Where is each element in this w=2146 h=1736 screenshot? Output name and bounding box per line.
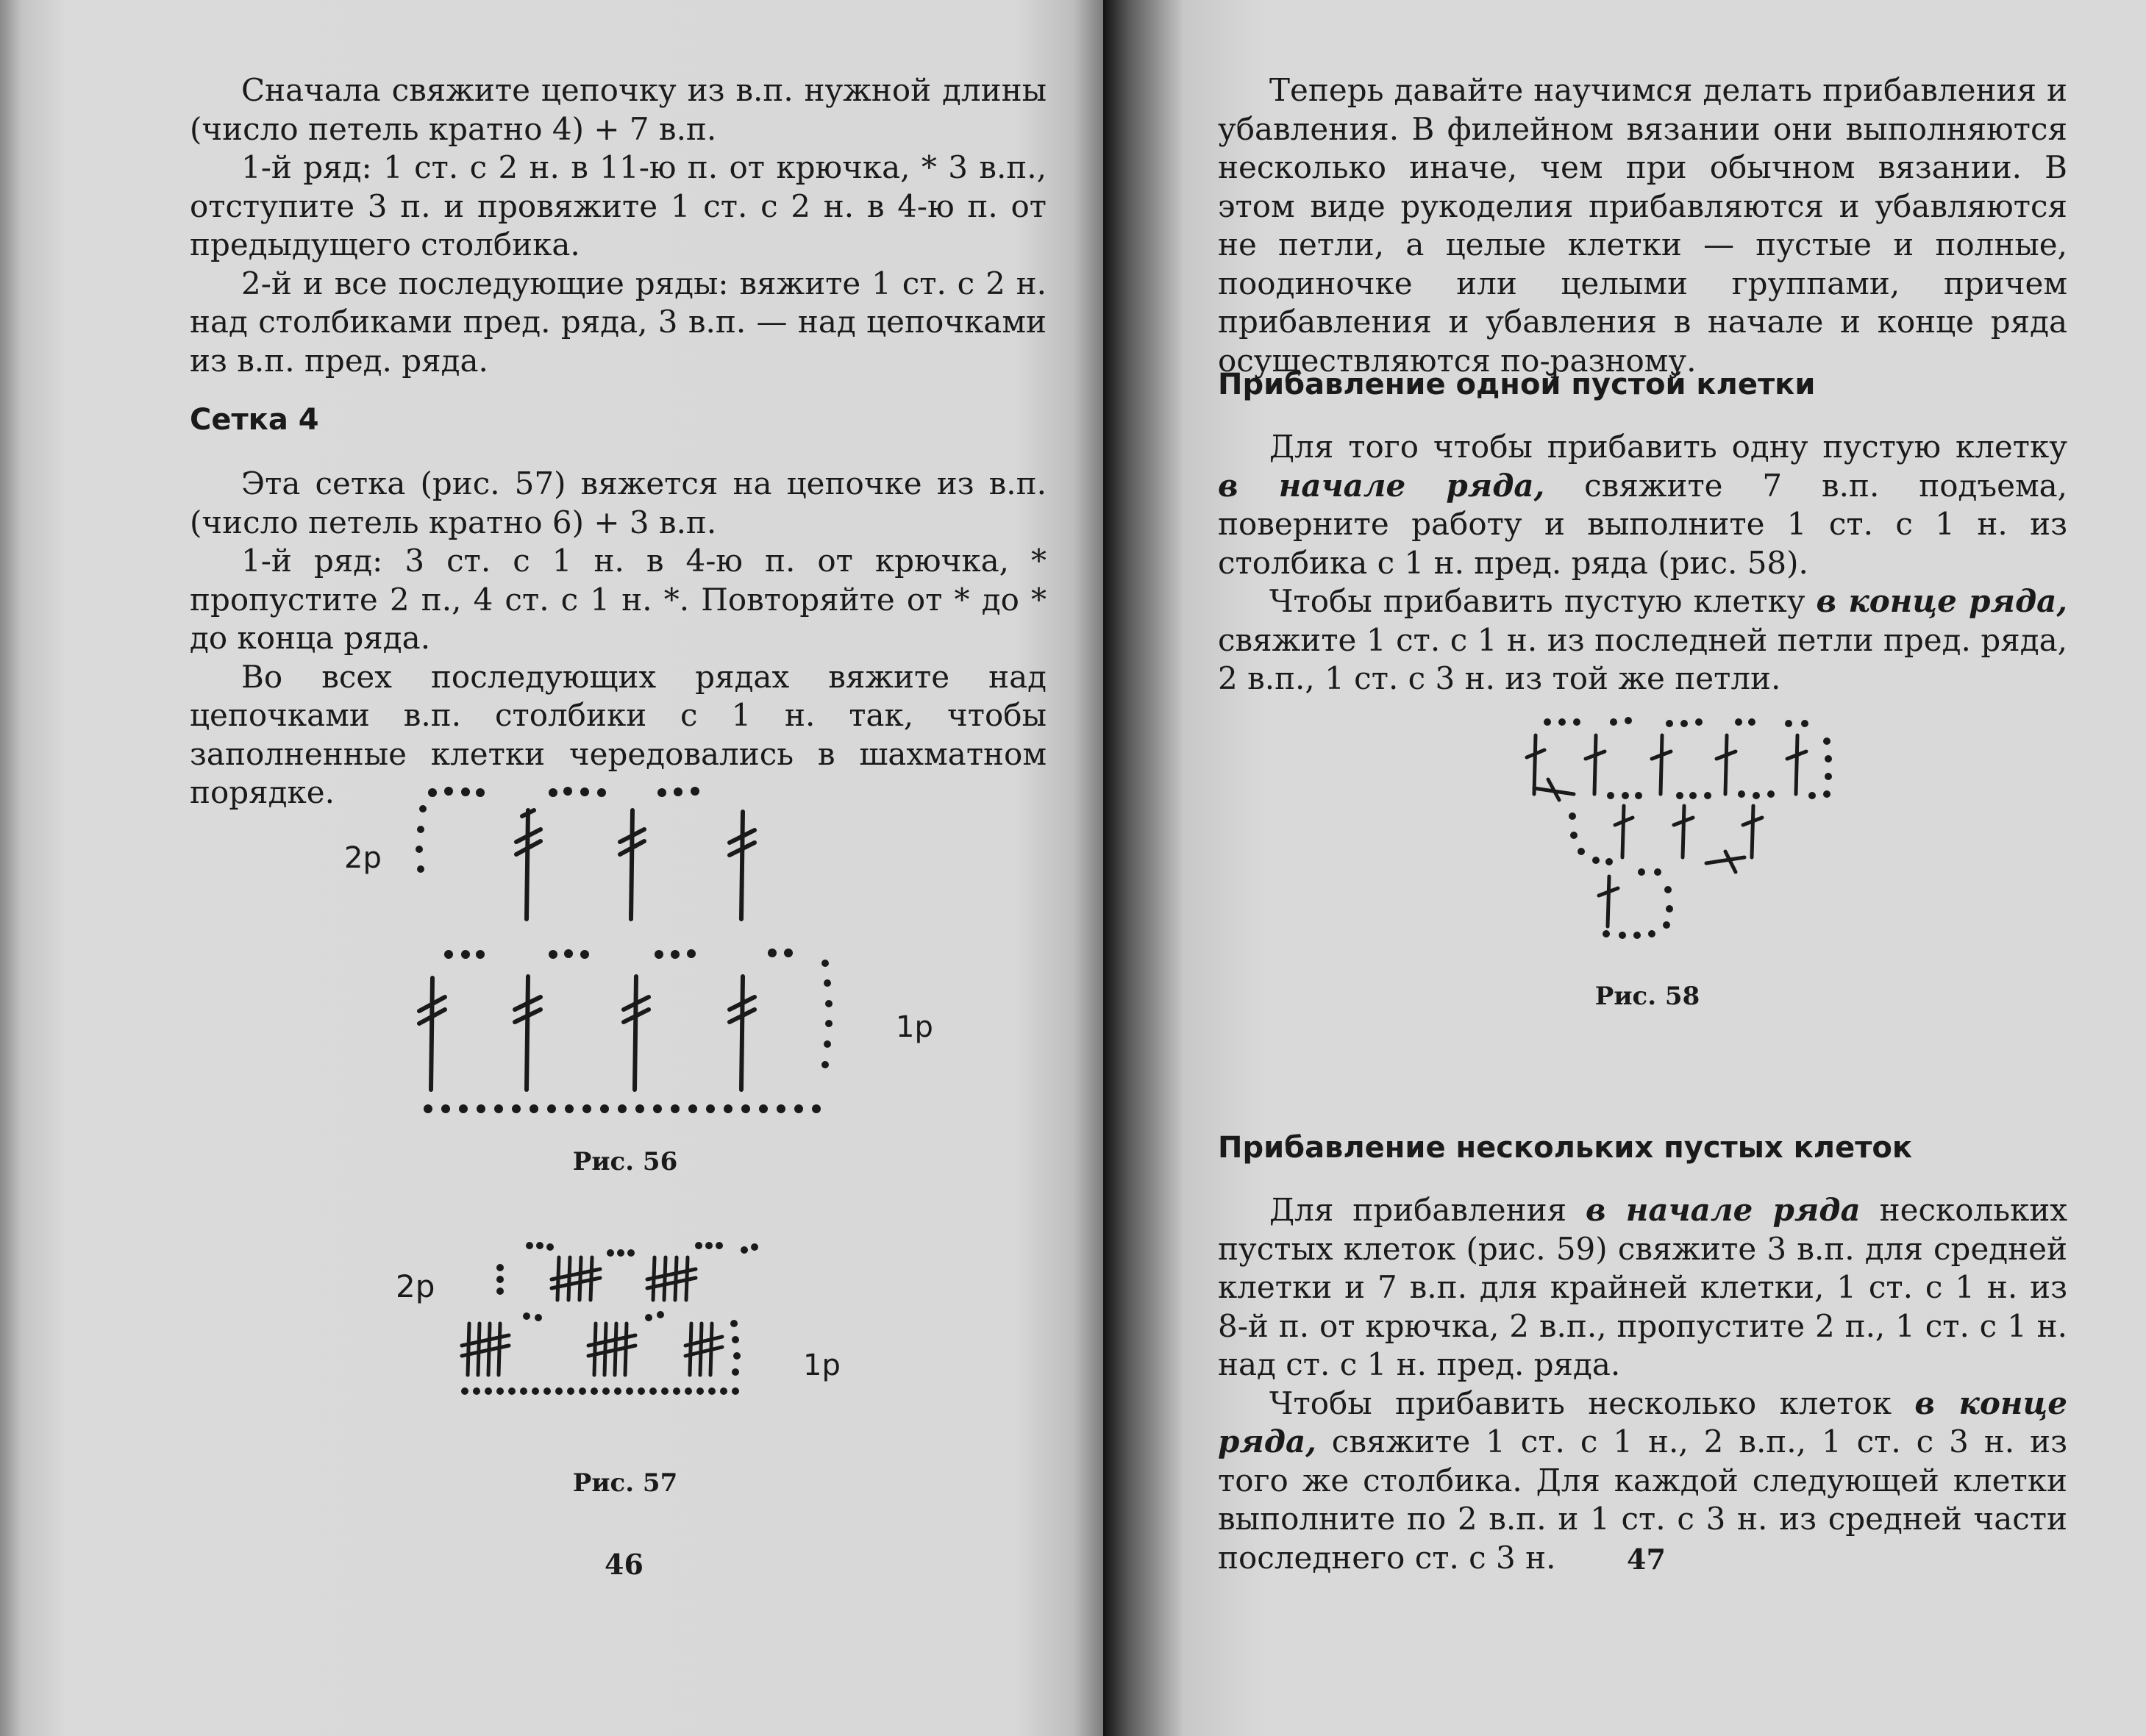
stitches-top — [1527, 735, 1806, 800]
stitches-mid — [1615, 806, 1762, 872]
stitches-bottom — [1599, 876, 1618, 926]
figure-58-caption: Рис. 58 — [1594, 982, 1700, 1011]
figure-57-caption: Рис. 57 — [572, 1468, 678, 1498]
figure-58 — [1449, 706, 1861, 978]
page-number: 47 — [1627, 1543, 1666, 1576]
stitches-row1 — [419, 976, 755, 1090]
figure-56-caption: Рис. 56 — [572, 1147, 678, 1176]
paragraph: Для того чтобы прибавить одну пустую клетку в начале ряда, свяжите 7 в.п. подъема, поверните работу и выполните 1 ст. с 1 н. из столбика с 1 н. пред. ряда (рис. 58). — [1218, 429, 2068, 581]
paragraph: Теперь давайте научимся делать прибавления и убавления. В филейном вязании они выполняются несколько иначе, чем при обычном вязании. В этом виде рукоделия прибавляются и убавляются не петли, а целые клетки — пустые и полные, поодиночке или целыми группами, причем прибавления и убавления в начале и конце ряда осуществляются по-разному. — [1218, 72, 2067, 379]
foundation-chain — [461, 1387, 739, 1395]
section-heading: Сетка 4 — [190, 403, 319, 437]
chain-dots-row1 — [444, 949, 833, 1068]
row1-label: 1р — [803, 1349, 841, 1382]
section-heading: Прибавление одной пустой клетки — [1218, 368, 1816, 401]
crochet-chart-56 — [338, 765, 941, 1147]
chain-dots-mid — [1569, 790, 1830, 865]
paragraph: Эта сетка (рис. 57) вяжется на цепочке из в.п. (число петель кратно 6) + 3 в.п. — [190, 465, 1047, 540]
row2-label: 2р — [344, 841, 382, 875]
figure-57 — [382, 1221, 897, 1441]
paragraph: 2-й и все последующие ряды: вяжите 1 ст. с 2 н. над столбиками пред. ряда, 3 в.п. — над цепочками из в.п. пред. ряда. — [190, 265, 1047, 379]
chain-dots-row2 — [416, 787, 699, 873]
figure-56 — [338, 765, 941, 1147]
row2-label: 2р — [396, 1268, 435, 1304]
section-heading: Прибавление нескольких пустых клеток — [1218, 1131, 1913, 1165]
page-number: 46 — [605, 1548, 644, 1581]
paragraph: Сначала свяжите цепочку из в.п. нужной длины (число петель кратно 4) + 7 в.п. — [190, 72, 1047, 147]
crochet-chart-58 — [1449, 706, 1861, 978]
paragraph: 1-й ряд: 3 ст. с 1 н. в 4-ю п. от крючка, * пропустите 2 п., 4 ст. с 1 н. *. Повторяйте от * до * до конца ряда. — [190, 543, 1047, 656]
right-text-2 — [1218, 1191, 2067, 1577]
right-intro — [1218, 71, 2067, 380]
row1-label: 1р — [896, 1010, 933, 1044]
foundation-chain — [424, 1104, 821, 1113]
stitches-top — [552, 1257, 696, 1300]
crochet-chart-57 — [382, 1221, 897, 1441]
paragraph: Чтобы прибавить пустую клетку в конце ряда, свяжите 1 ст. с 1 н. из последней петли пред. ряда, 2 в.п., 1 ст. с 3 н. из той же петли. — [1218, 583, 2067, 696]
paragraph: Во всех последующих рядах вяжите над цепочками в.п. столбики с 1 н. так, чтобы заполненные клетки чередовались в шахматном порядке. — [190, 658, 1047, 810]
paragraph: Чтобы прибавить несколько клеток в конце ряда, свяжите 1 ст. с 1 н., 2 в.п., 1 ст. с 3 н. из того же столбика. Для каждой следующей клетки выполните по 2 в.п. и 1 ст. с 3 н. из средней части последнего ст. с 3 н. — [1218, 1385, 2067, 1576]
right-text-1 — [1218, 428, 2067, 699]
left-text-top — [190, 71, 1047, 380]
chain-dots-top — [1544, 717, 1832, 780]
chain-dots-bottom — [1603, 868, 1673, 939]
stitches-row2 — [516, 810, 755, 919]
left-text-bottom — [190, 465, 1047, 812]
stitches-bottom — [462, 1324, 722, 1375]
chain-dots-mid — [523, 1311, 741, 1376]
right-page — [1103, 0, 2146, 1736]
paragraph: 1-й ряд: 1 ст. с 2 н. в 11-ю п. от крючка, * 3 в.п., отступите 3 п. и провяжите 1 ст. с 2 н. в 4-ю п. от предыдущего столбика. — [190, 149, 1047, 262]
paragraph: Для прибавления в начале ряда нескольких пустых клеток (рис. 59) свяжите 3 в.п. для средней клетки и 7 в.п. для крайней клетки, 1 ст. с 1 н. из 8-й п. от крючка, 2 в.п., пропустите 2 п., 1 ст. с 1 н. над ст. с 1 н. пред. ряда. — [1218, 1192, 2068, 1382]
chain-dots-top — [496, 1242, 758, 1295]
